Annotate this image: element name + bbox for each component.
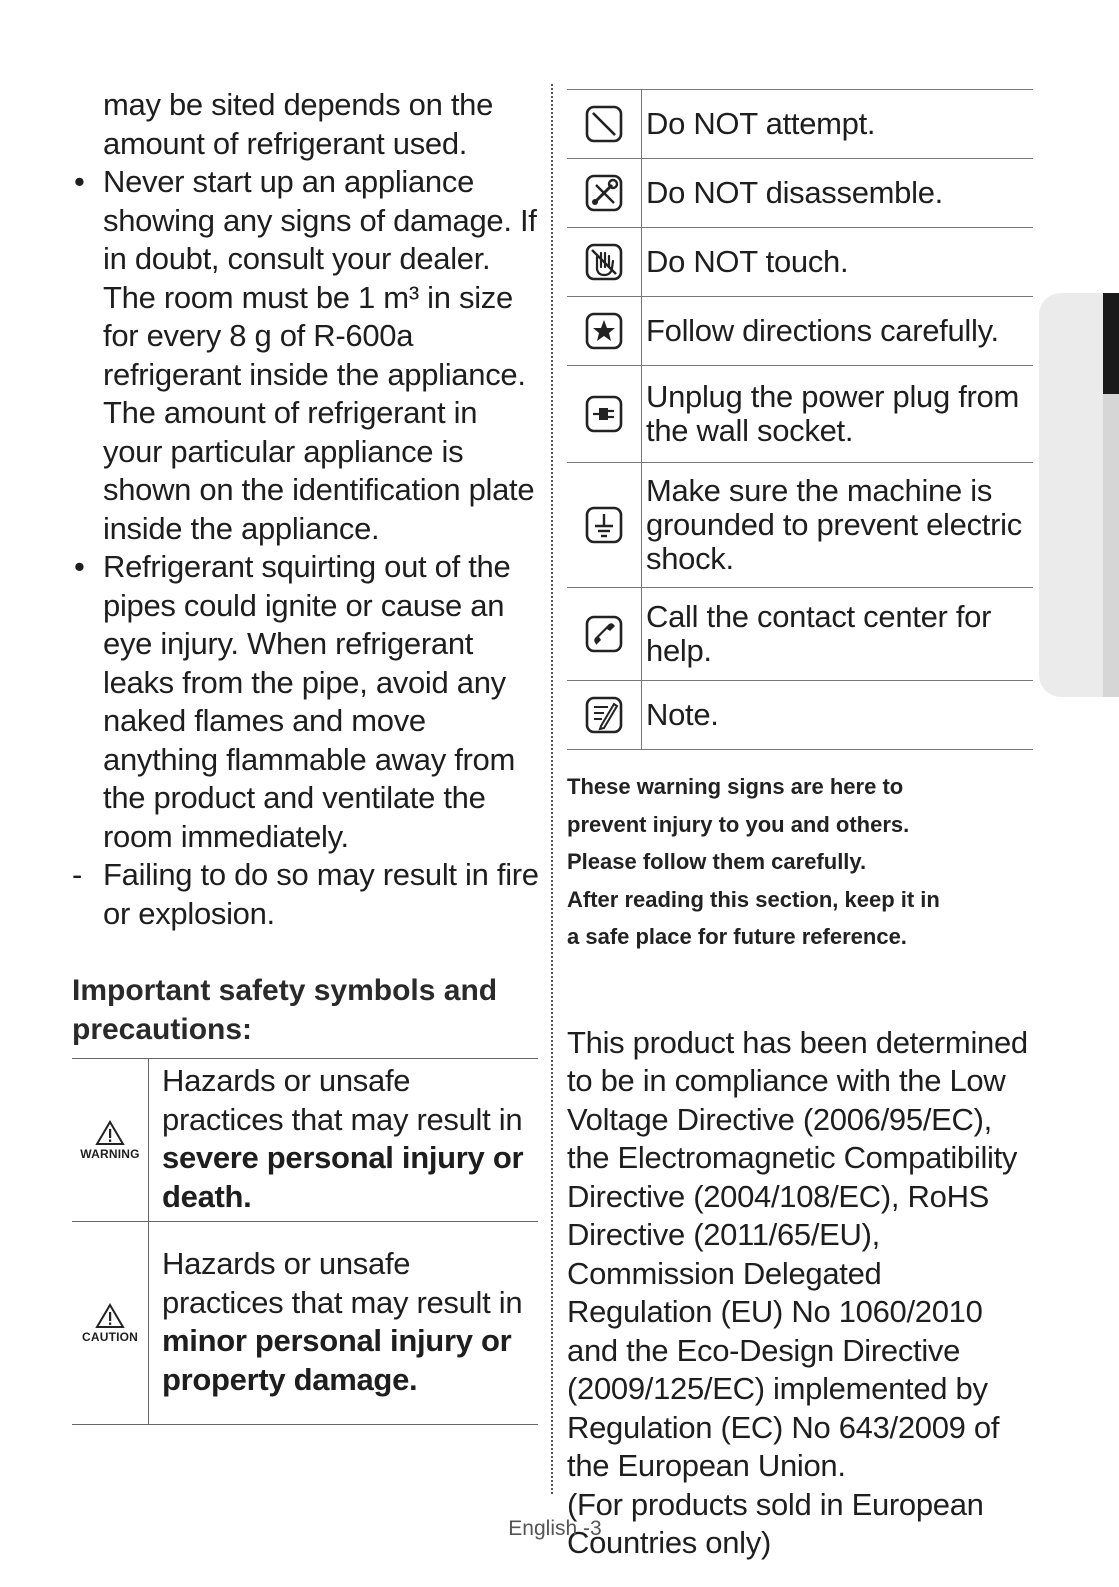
column-divider <box>551 84 553 1494</box>
icon-row-text: Follow directions carefully. <box>642 297 1034 366</box>
icon-row-text: Unplug the power plug from the wall socket. <box>642 366 1034 463</box>
warning-symbol-cell <box>72 1059 149 1222</box>
ground-icon <box>584 505 624 545</box>
warning-desc-bold: severe personal injury or death. <box>162 1140 524 1214</box>
caution-desc-plain: Hazards or unsafe practices that may result in <box>162 1246 523 1320</box>
warning-signs-note <box>567 768 1033 956</box>
caution-symbol-cell <box>72 1222 149 1425</box>
caution-triangle-icon <box>72 1303 148 1329</box>
intro-text: may be sited depends on the amount of refrigerant used. <box>103 87 494 161</box>
icon-row-text: Call the contact center for help. <box>642 588 1034 681</box>
unplug-icon <box>584 394 624 434</box>
compliance-statement <box>567 1024 1033 1563</box>
warning-note-line: Please follow them carefully. <box>567 849 867 874</box>
warning-note-line: After reading this section, keep it in <box>567 886 940 912</box>
prohibited-icon <box>584 104 624 144</box>
warning-note-line: a safe place for future reference. <box>567 924 907 949</box>
caution-description <box>149 1222 539 1425</box>
warning-row <box>72 1059 538 1222</box>
right-column <box>567 89 1033 1563</box>
bullet-mark: • <box>74 164 85 199</box>
bullet-lead-text: Never start up an appliance showing any signs of damage. <box>103 164 512 238</box>
icon-row <box>567 297 1033 366</box>
icon-row <box>567 228 1033 297</box>
dash-item-fire <box>72 856 542 933</box>
side-tab-dark-marker <box>1103 293 1119 394</box>
icon-row-text: Do NOT touch. <box>642 228 1034 297</box>
icon-row-text: Do NOT disassemble. <box>642 159 1034 228</box>
icon-row <box>567 159 1033 228</box>
warning-note-line: These warning signs are here to <box>567 774 904 799</box>
caution-label: CAUTION <box>81 1329 139 1344</box>
warning-triangle-icon <box>72 1120 148 1146</box>
bullet-item-damage <box>72 163 542 548</box>
compliance-note: (For products sold in European Countries only) <box>567 1486 984 1560</box>
icon-row-text: Note. <box>642 681 1034 750</box>
dash-text: Failing to do so may result in fire or explosion. <box>103 857 539 931</box>
safety-symbols-table <box>72 1058 538 1425</box>
no-disassemble-icon <box>584 173 624 213</box>
page-number-footer: English -3 <box>508 1517 602 1540</box>
warning-desc-plain: Hazards or unsafe practices that may result in <box>162 1063 523 1137</box>
icon-legend-table <box>567 89 1033 750</box>
star-icon <box>584 311 624 351</box>
icon-row-text: Do NOT attempt. <box>642 90 1034 159</box>
left-column <box>72 86 542 1425</box>
safety-symbols-heading: Important safety symbols and precautions: <box>72 974 498 1046</box>
icon-row-text: Make sure the machine is grounded to prevent electric shock. <box>642 463 1034 588</box>
icon-row <box>567 463 1033 588</box>
no-touch-icon <box>584 242 624 282</box>
warning-description <box>149 1059 539 1222</box>
bullet-body-text: If in doubt, consult your dealer. The room must be 1 m³ in size for every 8 g of R-600a refrigerant inside the appliance. The amount of refrigerant in your particular appliance is shown on the identification plate inside the appliance. <box>103 202 537 546</box>
side-tab-light-marker <box>1103 394 1119 697</box>
caution-row <box>72 1222 538 1425</box>
icon-row <box>567 90 1033 159</box>
bullet-text: Refrigerant squirting out of the pipes could ignite or cause an eye injury. When refrigerant leaks from the pipe, avoid any naked flames and move anything flammable away from the product and ventilate the room immediately. <box>103 549 516 854</box>
warning-label: WARNING <box>80 1146 140 1161</box>
icon-row <box>567 681 1033 750</box>
warning-note-line: prevent injury to you and others. <box>567 811 910 837</box>
bullet-mark: • <box>74 549 85 584</box>
icon-row <box>567 588 1033 681</box>
phone-icon <box>584 614 624 654</box>
note-icon <box>584 695 624 735</box>
compliance-text: This product has been determined to be in compliance with the Low Voltage Directive (2006/95/EC), the Electromagnetic Compatibility Directive (2004/108/EC), RoHS Directive (2011/65/EU), Commission Delegated Regulation (EU) No 1060/2010 and the Eco-Design Directive (2009/125/EC) implemented by Regulation (EC) No 643/2009 of the European Union. <box>567 1024 1028 1483</box>
caution-desc-bold: minor personal injury or property damage. <box>162 1323 512 1397</box>
dash-mark: - <box>72 857 83 892</box>
bullet-item-refrigerant <box>72 548 542 856</box>
icon-row <box>567 366 1033 463</box>
